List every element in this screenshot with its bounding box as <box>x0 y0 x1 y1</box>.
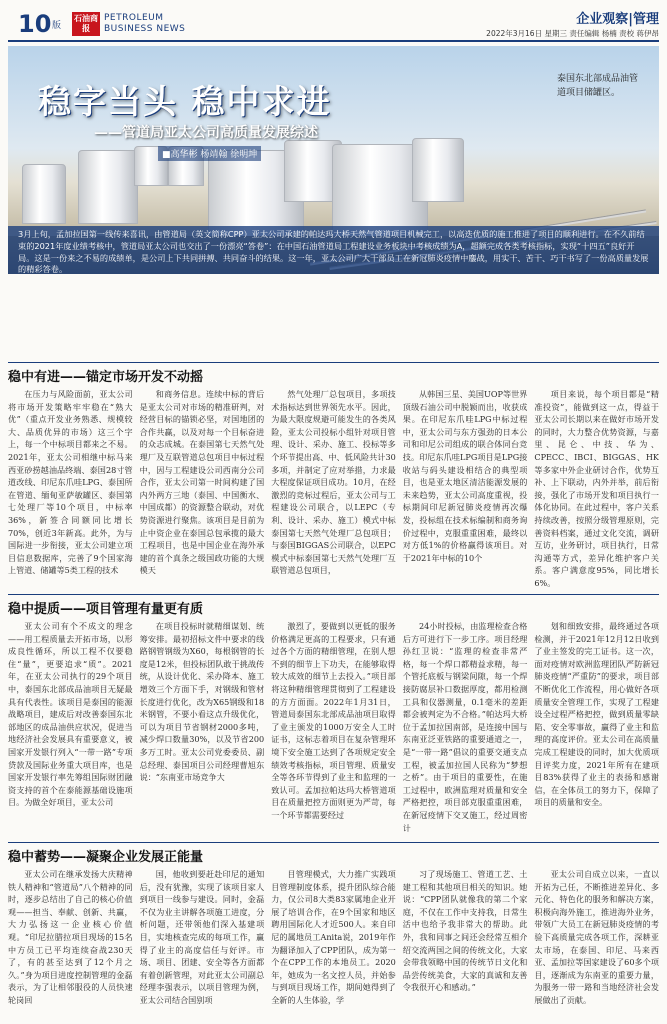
article-column <box>140 388 265 588</box>
column-text: 亚太公司自成立以来，一直以开拓为己任，不断推进差异化、多元化、特色化的服务和解决方案，积极向海外施工，推进海外业务，带领广大员工在新冠肺炎疫情的考验下高质量完成各项工作，深耕亚太市场，在泰国、印尼、马来西亚、孟加拉等国家建设了60多个项目，逐渐成为东南亚的重要力量，为服务一带一路和当地经济社会发展做出了贡献。 <box>534 869 659 1005</box>
photo-caption: 泰国东北部成品油管道项目储罐区。 <box>557 74 639 98</box>
storage-tank <box>412 138 464 202</box>
storage-tank <box>78 150 138 224</box>
section-body <box>8 388 659 588</box>
column-text: 和商务信息。连续中标的背后是亚太公司对市场的精准研判，对经营目标的锚锁必坚，对国地团的合作共赢，以及对每一个目标奋进的众志成城。在泰国第七天然气处理厂及互联管道总包项目中标过程中，因与工程建设公司西南分公司合作，亚太公司第一时间构建了国内外两方三地（泰国、中国衡水、中国成都）的资源整合联动，对优势资源进行聚焦。该项目是目前为止中资企业在泰国总包承揽的最大工程项目，也是中国企业在海外承建的首个真条之级国政功能的大规模天 <box>139 389 265 576</box>
column-text: 然气处理厂总包项目，多项技术指标达到世界领先水平。因此，为最大限度规避可能发生的各类风险，亚太公司投标小组针对项目管理、设计、采办、施工、投标等多个环节提出高、中、低风险共计30多项，并制定了应对举措，力求最大程度保证项目成功。10月，在经激烈的竞标过程后，亚太公司与工程建设公司联合，以LEPC（专利、设计、采办、施工）模式中标泰国第七天然气处理厂总包项目；与泰国BIGGAS公司联合，以EPC模式中标泰国第七天然气处理厂互联管道总包项目， <box>271 389 396 576</box>
article-column <box>534 620 659 836</box>
section-divider <box>8 842 659 843</box>
column-text: 在压力与风险面前，亚太公司将市场开发策略牢牢稳在“熟大优”（重点开发业务熟悉、规模较大、品质优异的市场）这三个字上，每一个中标项目都来之不易。2021年，亚太公司相继中标马来西亚砂捞越油品终端、泰国28寸管道改线、印尼东爪哇LPG、泰国所在管道、缅甸亚萨敏罐区、泰国第七处理厂等10个项目，中标率36%，新签合同额同比增长70%，创近3年新高。此外，为与国际进一步衔接，亚太公司建立项目信息数据库，完善了9个国家海上管道、储罐等5类工程的技术 <box>8 389 133 576</box>
article-column <box>271 868 396 1018</box>
section-title: 稳中提质——项目管理有量更有质 <box>8 602 204 617</box>
brand-line-2: BUSINESS NEWS <box>104 24 186 34</box>
article-column <box>403 620 528 836</box>
section-title: 稳中蓄势——凝聚企业发展正能量 <box>8 850 204 865</box>
edition-label: 版 <box>52 21 62 31</box>
subheadline: ——管道局亚太公司高质量发展综述 <box>94 125 318 141</box>
column-text: 划和细致安排，最终通过各项检测，并于2021年12月12日收到了业主签发的完工证书。这一次，面对疫情对欧洲监理团队严防新冠肺炎疫情“严重防”的要求，项目部不断优化工作流程，用心做好各项质量安全管理工作，实现了工程建设全过程严格把控，做到质量零缺陷、安全零事故，赢得了业主和监理的高度评价。亚太公司在高质量完成工程建设的同时，加大优质项目评奖力度，2021年所有在建项目83%获得了业主的表扬和感谢信，在全体员工的努力下，保障了项目的质量和安全。 <box>534 621 659 808</box>
article-column <box>534 868 659 1018</box>
lead-paragraph: 3月上旬，孟加拉国第一线传来喜讯，由管道局（英文简称CPP）亚太公司承建的帕达玛大桥天然气管道项目机械完工，以高迭优质的施工推进了项目的顺利进行。在不久前结束的2021年度业绩考核中，管道局亚太公司也交出了一份漂亮“答卷”：在中国石油管道局工程建设业务板块中考核成绩为A，超额完成各类考核指标，实现“十四五”良好开局。这是一份来之不易的成绩单，是公司上下共同拼搏、共同奋斗的结果。这一年，亚太公司广大干部员工在新冠肺炎疫情中鏖战，用实干、苦干、巧干书写了一份高质量发展的精彩答卷。 <box>8 226 659 274</box>
headline: 稳字当头 稳中求进 <box>38 82 332 121</box>
article-column <box>403 868 528 1018</box>
page-number: 10 <box>18 10 52 38</box>
column-text: 亚太公司有个不成文的理念——用工程质量去开拓市场，以形成良性循环，所以工程不仅要稳住“量”，更要追求“质”。2021年，在亚太公司执行的29个项目中，泰国东北部成品油项目无疑最具有代表性。该项目是泰国的能源战略项目，建成后对改善泰国东北部地区的成品油供应状况，促进当地经济社会发展具有重要意义，被国家开发银行列入“一带一路”专项贷款及国际业务重大项目库，也是国家开发银行率先筹组国际财团融资支持的首个在泰能源基础设施项目。为做全好项目，亚太公司 <box>8 621 133 808</box>
column-text: 在项目投标时就精细谋划、统筹安排。最初招标文件中要求的线路钢管钢级为X60，每根钢管的长度是12米，但投标团队敢于挑战传统，从设计优化、采办降本、施工增效三个方面下手，对钢级和管材长度进行优化，改为X65钢级和18米钢管，不要小看这点升级优化，可以为项目节省钢材2000多吨，减少焊口数量30%，以及节省200多万工时。亚太公司党委委员、副总经理、泰国项目公司经理曹旭东说：“东南亚市场竞争大 <box>139 621 265 783</box>
section-body <box>8 868 659 1018</box>
section-divider <box>8 362 659 363</box>
article-column <box>140 620 265 836</box>
article-column <box>140 868 265 1018</box>
dateline: 2022年3月16日 星期三 责任编辑 杨楠 责校 蒋伊昂 <box>486 29 659 38</box>
article-column <box>271 620 396 836</box>
brand-line-1: PETROLEUM <box>104 13 164 23</box>
column-text: 国，他收到要赶赴印尼的通知后，没有犹豫，实现了该项目家人到项目一线参与建设。同时，金磊不仅为业主讲解各项施工进度，分析问题，还带领他们深入基建项目，实地核查完成的每项工作，赢得了业主的高度信任与好评。市场、项目、团建、安全等各方面都有着创新管理，对此亚太公司副总经理李强表示，以项目管理为例，亚太公司结合国别项 <box>139 869 265 1005</box>
section-divider <box>8 594 659 595</box>
article-column <box>8 388 133 588</box>
column-text: 亚太公司在继承发扬大庆精神铁人精神和“管道局”八个精神的同时，逐步总结出了自己的核心价值观——担当、奉献、创新、共赢，大力弘扬这一企业核心价值观。“印尼拉腊拉项目现场的15名中方员工已平均连续奋战230天了，有的甚至达到了12个月之久。”身为项目进度控制管理的金磊表示，为了让相邻服役的人员快速轮岗回 <box>8 869 133 1005</box>
column-text: 目管理模式，大力推广实践项目管理制度体系，提升团队综合能力，仅公司8大类83家属地企业开展了培训合作，在9个国家和地区聘用国际化人才近500人。来自印尼的属地员工Anita说，2019年作为翻译加入了CPP团队，成为第一个在CPP工作的本地员工。2020年，她成为一名文控人员，并始参与到项目现场工作，期间她得到了全新的人生体验，学 <box>271 869 396 1005</box>
article-column <box>403 388 528 588</box>
brand-name <box>104 13 185 35</box>
column-text: 项目来说，每个项目都是“精准投资”，能做到这一点，得益于亚太公司长期以来在做好市场开发的同时，大力整合优势资源，与嘉里、昆仑、中技、华为、CPECC、IBCI、BIGGAS、HK等多家中外企业研讨合作，优势互补、上下联动，内外并举，前后衔接，强化了市场开发和项目执行一体化协同。在此过程中，客户关系持续改善，按照分级管理原则，完善资料档案，通过文化交流，调研互访，业务研讨，项目执行，日常沟通等方式，差异化维护客户关系。客户满意度95%，同比增长6%。 <box>534 389 659 588</box>
article-column <box>8 868 133 1018</box>
section-body <box>8 620 659 836</box>
article-column <box>534 388 659 588</box>
article-column <box>271 388 396 588</box>
column-text: 从韩国三星、美国UOP等世界顶级石油公司中脱颖而出，收获成果。在印尼东爪哇LPG中标过程中，亚太公司与东方强劲的日本公司和印尼公司组成的联合体同台竞技。印尼东爪哇LPG项目是LPG接收站与码头建设相结合的典型项目，也是亚太地区清洁能源发展的未来趋势，亚太公司高度重视，投标期间印尼新冠肺炎疫情再次爆发，投标组在技术标编制和商务询价过程中，克服重重困难，最终以对方低1%的价格赢得该项目。对于2021年中标的10个 <box>402 389 528 563</box>
column-text: 激烈了，要做到以更低的服务价格满足更高的工程要求，只有通过各个方面的精细管理，在别人想不到的细节上下功夫，在能够取得较大成效的细节上去投入。”项目部将这种精细管理贯彻到了工程建设的方方面面。2022年1月31日，管道局泰国东北部成品油项目取得了业主颁发的1000万安全人工时证书，这标志着项目在复杂管理环境下安全施工达到了各项规定安全绩效考核指标，项目管理、质量安全等各环节得到了业主和监理的一致认可。孟加拉帕达玛大桥管道项目在质量把控方面则更为严苛，每一个环节都需要经过 <box>271 621 396 820</box>
storage-tank <box>22 164 66 224</box>
column-text: 习了现场施工、管道工艺、土建工程和其他项目相关的知识。她说：“CPP团队就像我的第二个家庭，不仅在工作中支持我，日常生活中也给予我非常大的帮助。此外，我和同事之间还会经常互相介绍交流两国之间的传统文化，大家会带我领略中国的传统节日文化和品尝传统美食，大家的真诚和友善令我很开心和感动。” <box>402 869 528 993</box>
column-text: 24小时投标，由监理检查合格后方可进行下一步工序。项目经理孙红卫说：“监理的检查非常严格，每一个焊口都精益求精，每一个管托底板与钢梁间隙，每一个焊接防腐层补口数据厚度，都用检测工具和仪器测量，0.1毫米的差距都会被判定为不合格。”帕达玛大桥位于孟加拉国南部，是连接中国与东南亚泛亚铁路的重要通道之一，是“一带一路”倡议的重要交通支点工程，被孟加拉国人民称为“梦想之桥”。由于项目的重要性，在施工过程中，欧洲监理对质量和安全严格把控，项目部克服重重困难，在新冠疫情下交叉施工，经过周密计 <box>402 621 528 833</box>
byline: ■高华彬 杨靖翰 徐明坤 <box>158 146 261 161</box>
newspaper-logo: 石油商报 <box>72 12 100 36</box>
section-tag: 企业观察|管理 <box>576 12 659 27</box>
section-title: 稳中有进——锚定市场开发不动摇 <box>8 370 204 385</box>
article-column <box>8 620 133 836</box>
masthead <box>8 6 659 42</box>
